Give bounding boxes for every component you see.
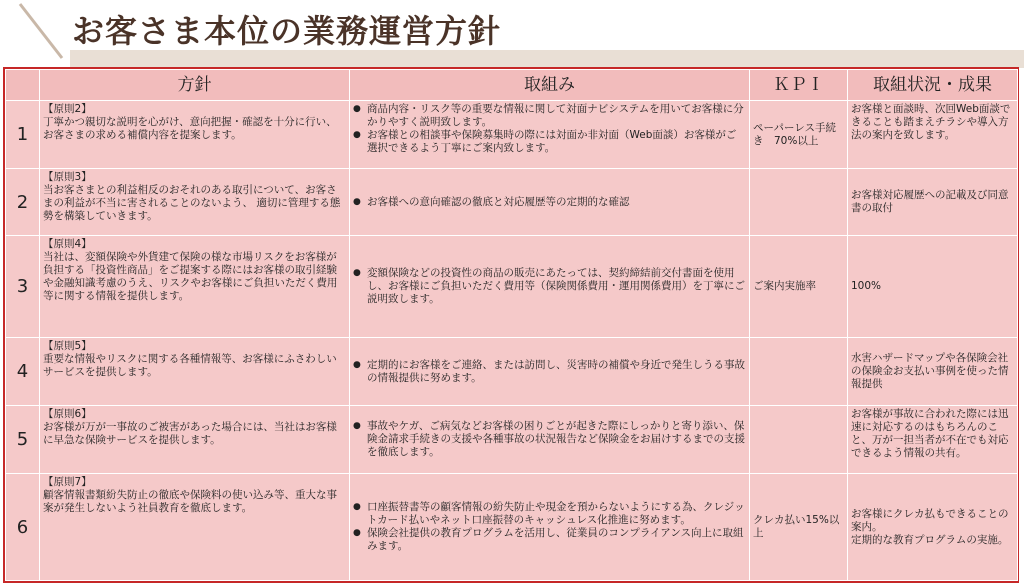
policy-cell <box>40 101 350 169</box>
header-status: 取組状況・成果 <box>848 70 1018 101</box>
kpi-cell <box>750 169 848 236</box>
kpi-cell: ご案内実施率 <box>750 236 848 338</box>
table-row <box>6 236 1018 338</box>
table-row <box>6 406 1018 474</box>
policy-text: お客様が万が一事故のご被害があった場合には、当社はお客様に早急な保険サービスを提供します。 <box>43 421 337 446</box>
policy-cell <box>40 169 350 236</box>
policy-text: 丁寧かつ親切な説明を心がけ、意向把握・確認を十分に行い、お客さまの求める補償内容を提案します。 <box>43 116 337 141</box>
row-number: 4 <box>6 338 40 406</box>
principle-label: 【原則4】 <box>43 238 92 250</box>
policy-text: 顧客情報書類紛失防止の徹底や保険料の使い込み等、重大な事案が発生しないよう社員教育を徹底します。 <box>43 489 337 514</box>
header-policy: 方針 <box>40 70 350 101</box>
policy-text: 当社は、変額保険や外貨建て保険の様な市場リスクをお客様が負担する「投資性商品」をご提案する際にはお客様の取引経験や金融知識考慮のうえ、リスクやお客様にご負担いただく費用等に関する情報を提供します。 <box>43 251 338 302</box>
action-item: ● 変額保険などの投資性の商品の販売にあたっては、契約締結前交付書面を使用し、お客様にご負担いただく費用等（保険関係費用・運用関係費用）を丁寧にご説明致します。 <box>353 267 746 306</box>
policy-cell <box>40 406 350 474</box>
principle-label: 【原則7】 <box>43 476 92 488</box>
status-cell: 水害ハザードマップや各保険会社の保険金お支払い事例を使った情報提供 <box>848 338 1018 406</box>
action-item: ● お客様との相談事や保険募集時の際には対面か非対面（Web面談）お客様がご選択できるよう丁寧にご案内致します。 <box>353 129 746 155</box>
principle-label: 【原則6】 <box>43 408 92 420</box>
action-cell <box>350 406 750 474</box>
principle-label: 【原則5】 <box>43 340 92 352</box>
kpi-cell: ペーパーレス手続き 70%以上 <box>750 101 848 169</box>
table-row <box>6 474 1018 581</box>
action-item: ● 商品内容・リスク等の重要な情報に関して対面ナビシステムを用いてお客様に分かりやすく説明致します。 <box>353 103 746 129</box>
action-item: ● 事故やケガ、ご病気などお客様の困りごとが起きた際にしっかりと寄り添い、保険金請求手続きの支援や各種事故の状況報告など保険金をお届けするまでの支援を徹底します。 <box>353 420 746 459</box>
row-number: 5 <box>6 406 40 474</box>
header-kpi: ＫＰＩ <box>750 70 848 101</box>
action-item: ● 口座振替書等の顧客情報の紛失防止や現金を預からないようにする為、クレジットカード払いやネット口座振替のキャッシュレス化推進に努めます。 <box>353 501 746 527</box>
page-title: お客さま本位の業務運営方針 <box>72 12 502 50</box>
row-number: 6 <box>6 474 40 581</box>
policy-table <box>5 69 1018 581</box>
policy-table-frame <box>3 67 1019 583</box>
table-row <box>6 338 1018 406</box>
header-action: 取組み <box>350 70 750 101</box>
action-item: ● 保険会社提供の教育プログラムを活用し、従業員のコンプライアンス向上に取組みます。 <box>353 527 746 553</box>
row-number: 2 <box>6 169 40 236</box>
action-cell <box>350 474 750 581</box>
kpi-cell <box>750 338 848 406</box>
action-cell <box>350 101 750 169</box>
table-row <box>6 101 1018 169</box>
status-cell: お客様対応履歴への記載及び同意書の取付 <box>848 169 1018 236</box>
status-cell: 100% <box>848 236 1018 338</box>
action-item: ● 定期的にお客様をご連絡、または訪問し、災害時の補償や身近で発生しうる事故の情報提供に努めます。 <box>353 359 746 385</box>
kpi-cell <box>750 406 848 474</box>
policy-text: 重要な情報やリスクに関する各種情報等、お客様にふさわしいサービスを提供します。 <box>43 353 337 378</box>
action-cell <box>350 169 750 236</box>
status-cell: お客様にクレカ払もできることの案内。 定期的な教育プログラムの実施。 <box>848 474 1018 581</box>
table-header-row <box>6 70 1018 101</box>
title-underline-bar <box>70 50 1024 68</box>
policy-cell <box>40 236 350 338</box>
status-cell: お客様が事故に合われた際には迅速に対応するのはもちろんのこと、万が一担当者が不在でも対応できるよう情報の共有。 <box>848 406 1018 474</box>
row-number: 1 <box>6 101 40 169</box>
action-cell <box>350 338 750 406</box>
table-row <box>6 169 1018 236</box>
policy-text: 当お客さまとの利益相反のおそれのある取引について、お客さまの利益が不当に害されることのないよう、 適切に管理する態勢を構築していきます。 <box>43 184 341 222</box>
kpi-cell: クレカ払い15%以上 <box>750 474 848 581</box>
policy-cell <box>40 474 350 581</box>
principle-label: 【原則2】 <box>43 103 92 115</box>
title-area <box>0 0 1024 62</box>
action-cell <box>350 236 750 338</box>
action-item: ● お客様への意向確認の徹底と対応履歴等の定期的な確認 <box>353 196 746 209</box>
row-number: 3 <box>6 236 40 338</box>
status-cell: お客様と面談時、次回Web面談できることも踏まえチラシや導入方法の案内を致します。 <box>848 101 1018 169</box>
header-num <box>6 70 40 101</box>
principle-label: 【原則3】 <box>43 171 92 183</box>
policy-cell <box>40 338 350 406</box>
